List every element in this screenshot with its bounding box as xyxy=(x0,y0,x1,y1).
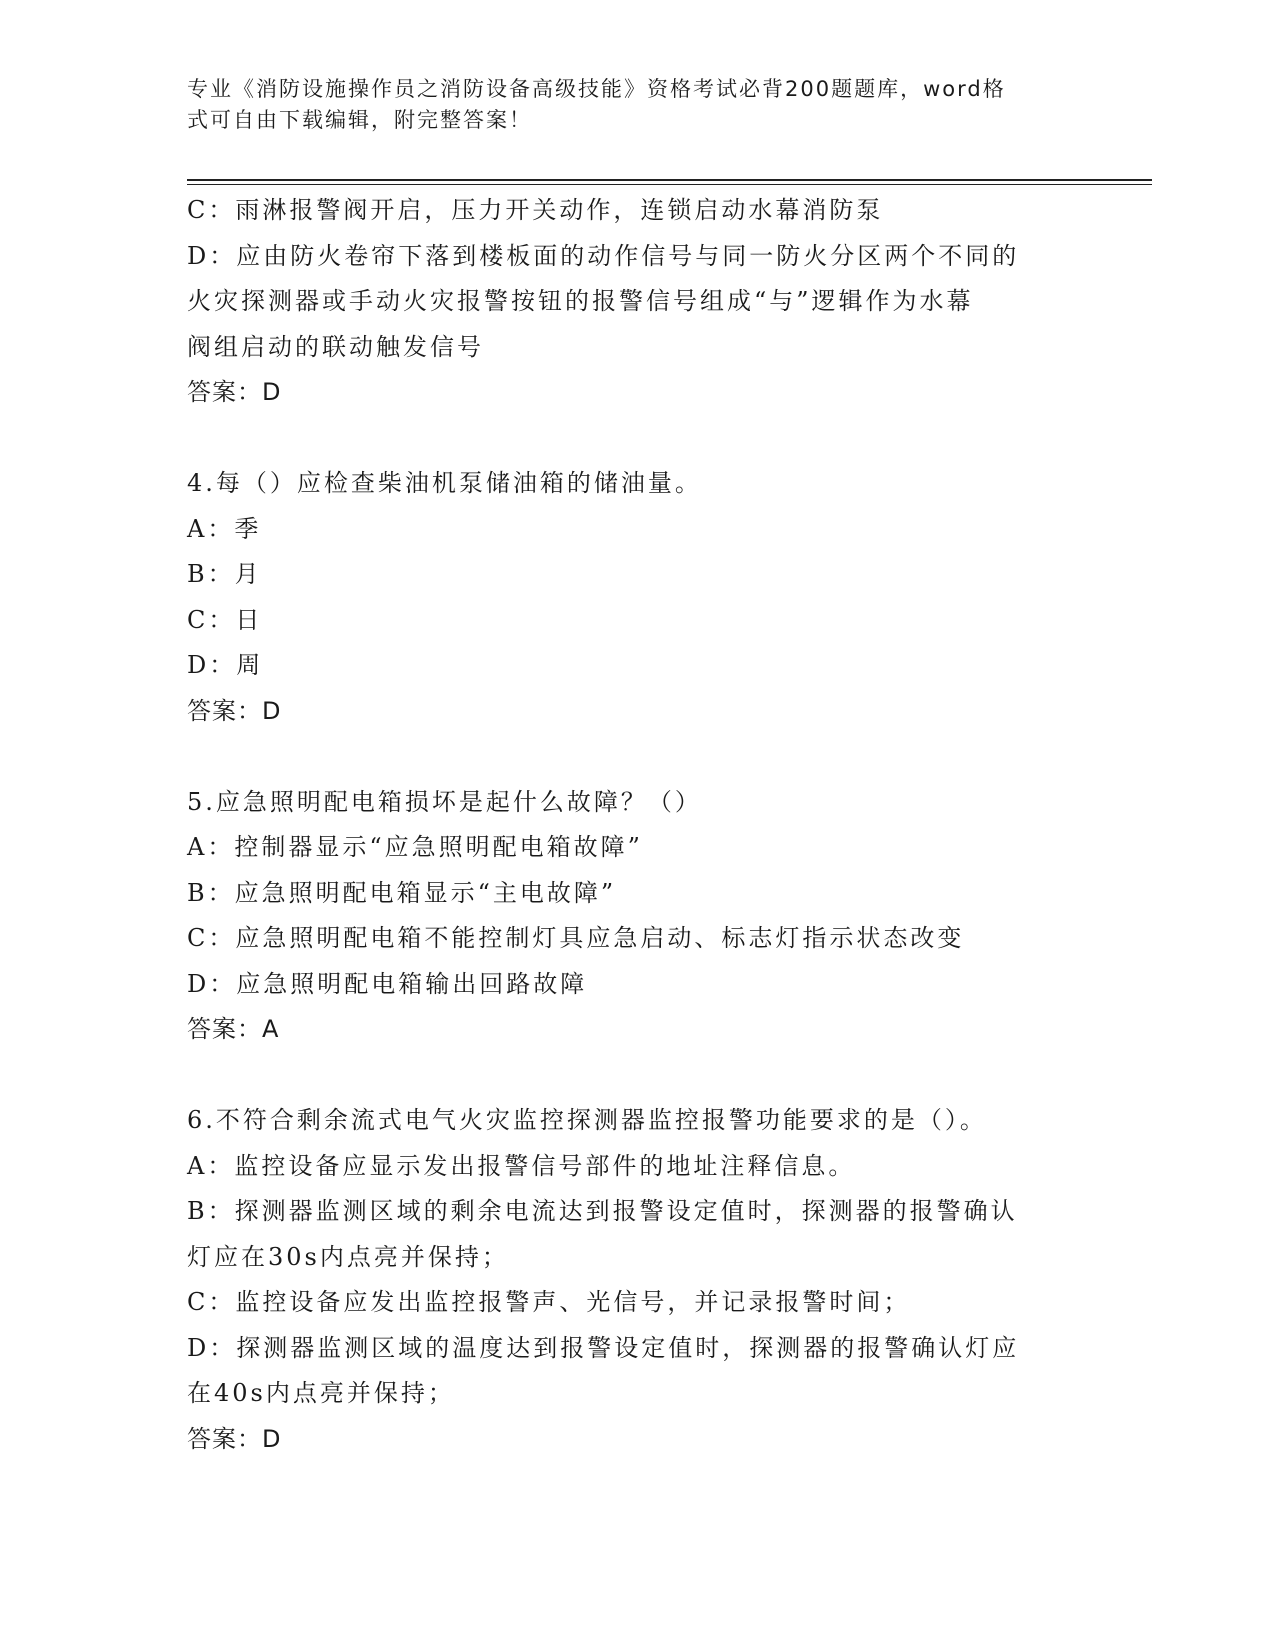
question-4 xyxy=(187,461,1087,734)
option-d-line-1: D：探测器监测区域的温度达到报警设定值时，探测器的报警确认灯应 xyxy=(187,1333,1020,1362)
option-a: A：季 xyxy=(187,514,262,543)
answer-value: D xyxy=(262,1424,282,1453)
answer-label: 答案： xyxy=(187,696,262,725)
option-d: D：周 xyxy=(187,651,264,679)
option-d-line-1: D：应由防火卷帘下落到楼板面的动作信号与同一防火分区两个不同的 xyxy=(187,241,1020,270)
answer-line xyxy=(187,1007,1087,1053)
answer-label: 答案： xyxy=(187,378,262,406)
question-3-continued xyxy=(187,188,1087,416)
answer-line xyxy=(187,1417,1087,1463)
option-d-line-3: 阀组启动的联动触发信号 xyxy=(187,332,484,361)
option-d: D：应急照明配电箱输出回路故障 xyxy=(187,969,588,998)
option-b: B：月 xyxy=(187,560,262,588)
option-a: A：监控设备应显示发出报警信号部件的地址注释信息。 xyxy=(187,1151,856,1180)
question-5 xyxy=(187,780,1087,1053)
header-title-line-1: 专业《消防设施操作员之消防设备高级技能》资格考试必背200题题库，word格 xyxy=(187,77,1006,101)
option-b: B：应急照明配电箱显示“主电故障” xyxy=(187,878,617,907)
question-stem: 4.每（）应检查柴油机泵储油箱的储油量。 xyxy=(187,469,702,497)
answer-line xyxy=(187,689,1087,735)
option-a: A：控制器显示“应急照明配电箱故障” xyxy=(187,833,643,861)
spacer xyxy=(187,1053,1087,1099)
answer-label: 答案： xyxy=(187,1424,262,1453)
answer-label: 答案： xyxy=(187,1015,262,1043)
header-divider-thick xyxy=(187,179,1152,181)
question-stem: 5.应急照明配电箱损坏是起什么故障？（） xyxy=(187,787,702,816)
answer-value: A xyxy=(262,1015,280,1043)
header-title-line-2: 式可自由下载编辑，附完整答案！ xyxy=(187,108,532,132)
option-c: C：雨淋报警阀开启，压力开关动作，连锁启动水幕消防泵 xyxy=(187,196,884,224)
spacer xyxy=(187,416,1087,462)
document-header xyxy=(187,74,1067,136)
option-b-line-2: 灯应在30s内点亮并保持； xyxy=(187,1242,509,1271)
answer-value: D xyxy=(262,696,282,725)
header-divider-thin xyxy=(187,184,1152,185)
question-stem: 6.不符合剩余流式电气火灾监控探测器监控报警功能要求的是（）。 xyxy=(187,1106,987,1134)
question-content xyxy=(187,188,1087,1462)
option-d-line-2: 火灾探测器或手动火灾报警按钮的报警信号组成“与”逻辑作为水幕 xyxy=(187,287,974,315)
option-d-line-2: 在40s内点亮并保持； xyxy=(187,1379,455,1407)
option-c: C：日 xyxy=(187,605,263,634)
option-c: C：监控设备应发出监控报警声、光信号，并记录报警时间； xyxy=(187,1288,911,1316)
question-6 xyxy=(187,1098,1087,1462)
answer-line xyxy=(187,370,1087,416)
spacer xyxy=(187,734,1087,780)
answer-value: D xyxy=(262,378,282,406)
option-c: C：应急照明配电箱不能控制灯具应急启动、标志灯指示状态改变 xyxy=(187,924,965,952)
option-b-line-1: B：探测器监测区域的剩余电流达到报警设定值时，探测器的报警确认 xyxy=(187,1197,1018,1225)
